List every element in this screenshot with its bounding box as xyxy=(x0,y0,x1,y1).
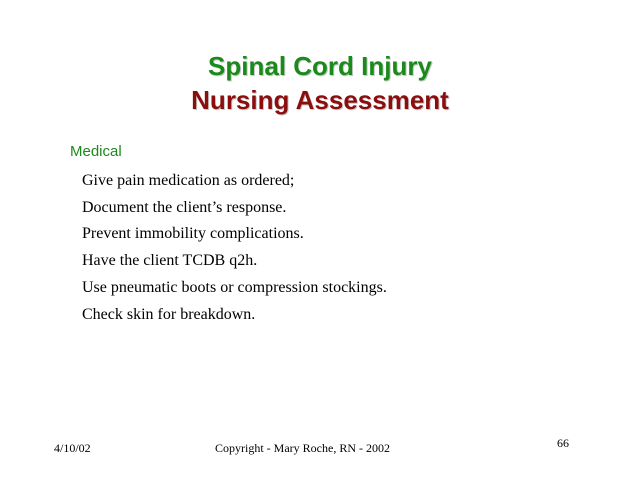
bullet-item: Use pneumatic boots or compression stockings. xyxy=(82,278,387,296)
bullet-item: Check skin for breakdown. xyxy=(82,305,256,323)
slide-title: Spinal Cord Injury xyxy=(208,51,432,81)
footer-date: 4/10/02 xyxy=(54,441,91,455)
bullet-item: Prevent immobility complications. xyxy=(82,225,304,243)
footer-copyright: Copyright - Mary Roche, RN - 2002 xyxy=(215,441,390,455)
slide-number: 66 xyxy=(557,436,569,450)
bullet-item: Have the client TCDB q2h. xyxy=(82,252,258,270)
section-heading: Medical xyxy=(70,143,122,160)
bullet-item: Document the client’s response. xyxy=(82,198,287,216)
bullet-list xyxy=(82,168,387,328)
slide-subtitle: Nursing Assessment xyxy=(191,85,449,115)
bullet-item: Give pain medication as ordered; xyxy=(82,172,295,189)
